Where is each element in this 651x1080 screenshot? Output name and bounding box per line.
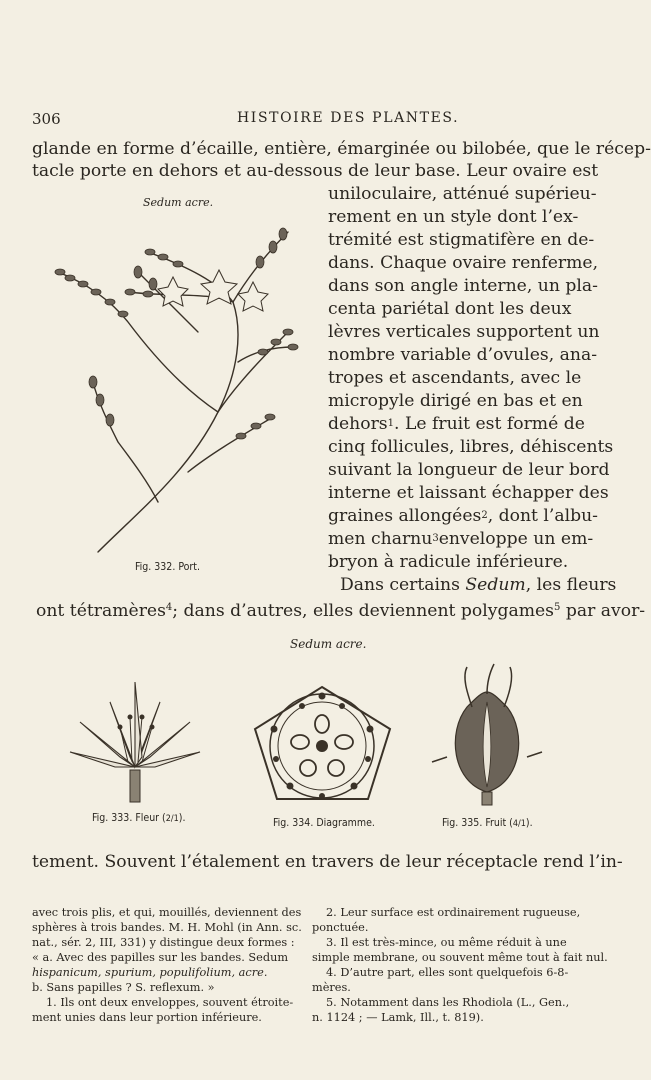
body-line: lèvres verticales supportent un	[328, 322, 600, 342]
fig334-label: Fig. 334. Diagramme.	[273, 817, 375, 829]
footnote-line: simple membrane, ou souvent même tout à fait nul.	[312, 951, 608, 964]
footnote-ref: 2	[481, 510, 488, 521]
footnote-line: 4. D’autre part, elles sont quelquefois 6-8-	[326, 966, 569, 979]
footnote-line: b. Sans papilles ? S. reflexum. »	[32, 981, 215, 994]
body-line: interne et laissant échapper des	[328, 483, 609, 503]
footnote-line: 3. Il est très-mince, ou même réduit à une	[326, 936, 567, 949]
body-line: dans. Chaque ovaire renferme,	[328, 253, 599, 273]
fig333-label: Fig. 333. Fleur (2/1).	[92, 812, 186, 824]
fig332-label: Fig. 332. Port.	[135, 561, 200, 573]
footnote-line: mères.	[312, 981, 351, 994]
footnote-line: 2. Leur surface est ordinairement rugueuse,	[326, 906, 581, 919]
body-line: dans son angle interne, un pla-	[328, 276, 598, 296]
body-line: glande en forme d’écaille, entière, émarginée ou bilobée, que le récep-	[32, 139, 651, 159]
footnote-line: sphères à trois bandes. M. H. Mohl (in Ann. sc.	[32, 921, 302, 934]
body-line: graines allongées 2 , dont l’albu-	[328, 506, 598, 526]
page-header	[32, 110, 592, 130]
figure-group-caption: Sedum acre.	[290, 637, 367, 651]
floral-diagram	[250, 684, 395, 804]
flower-illustration	[60, 672, 210, 807]
body-line: ont tétramères$^4$; dans d’autres, elles deviennent polygames$^5$ par avor-	[36, 601, 646, 621]
footnote-line: ment unies dans leur portion inférieure.	[32, 1011, 262, 1024]
footnote-line: ponctuée.	[312, 921, 369, 934]
fig332-caption: Sedum acre.	[143, 196, 214, 209]
body-line: tacle porte en dehors et au-dessous de leur base. Leur ovaire est	[32, 161, 599, 181]
page-number: 306	[32, 110, 61, 128]
footnote-line: 1. Ils ont deux enveloppes, souvent étroite-	[46, 996, 294, 1009]
body-line: trémité est stigmatifère en de-	[328, 230, 595, 250]
body-line: uniloculaire, atténué supérieu-	[328, 184, 597, 204]
fruit-illustration	[432, 662, 542, 807]
body-line: dehors 1 . Le fruit est formé de	[328, 414, 585, 434]
footnote-line: n. 1124 ; — Lamk, Ill., t. 819).	[312, 1011, 484, 1024]
body-line: tropes et ascendants, avec le	[328, 368, 582, 388]
footnote-line: hispanicum, spurium, populifolium, acre.	[32, 966, 268, 979]
footnote-line: nat., sér. 2, III, 331) y distingue deux formes :	[32, 936, 295, 949]
fig335-label: Fig. 335. Fruit (4/1).	[442, 817, 533, 829]
body-line: nombre variable d’ovules, ana-	[328, 345, 597, 365]
body-line: centa pariétal dont les deux	[328, 299, 572, 319]
footnote-line: « a. Avec des papilles sur les bandes. Sedum	[32, 951, 289, 964]
footnote-ref: 1	[387, 418, 395, 429]
running-title: HISTOIRE DES PLANTES.	[237, 110, 460, 126]
body-line: suivant la longueur de leur bord	[328, 460, 610, 480]
footnote-ref: 3	[432, 533, 439, 544]
body-line: bryon à radicule inférieure.	[328, 552, 569, 572]
body-line: Dans certains Sedum, les fleurs	[340, 575, 617, 595]
body-line: men charnu 3 enveloppe un em-	[328, 529, 594, 549]
body-line: cinq follicules, libres, déhiscents	[328, 437, 614, 457]
footnote-line: 5. Notamment dans les Rhodiola (L., Gen.,	[326, 996, 570, 1009]
body-line: tement. Souvent l’étalement en travers de leur réceptacle rend l’in-	[32, 852, 623, 872]
body-line: micropyle dirigé en bas et en	[328, 391, 583, 411]
footnote-line: avec trois plis, et qui, mouillés, deviennent des	[32, 906, 302, 919]
body-line: rement en un style dont l’ex-	[328, 207, 579, 227]
plant-habit-illustration	[38, 212, 323, 560]
